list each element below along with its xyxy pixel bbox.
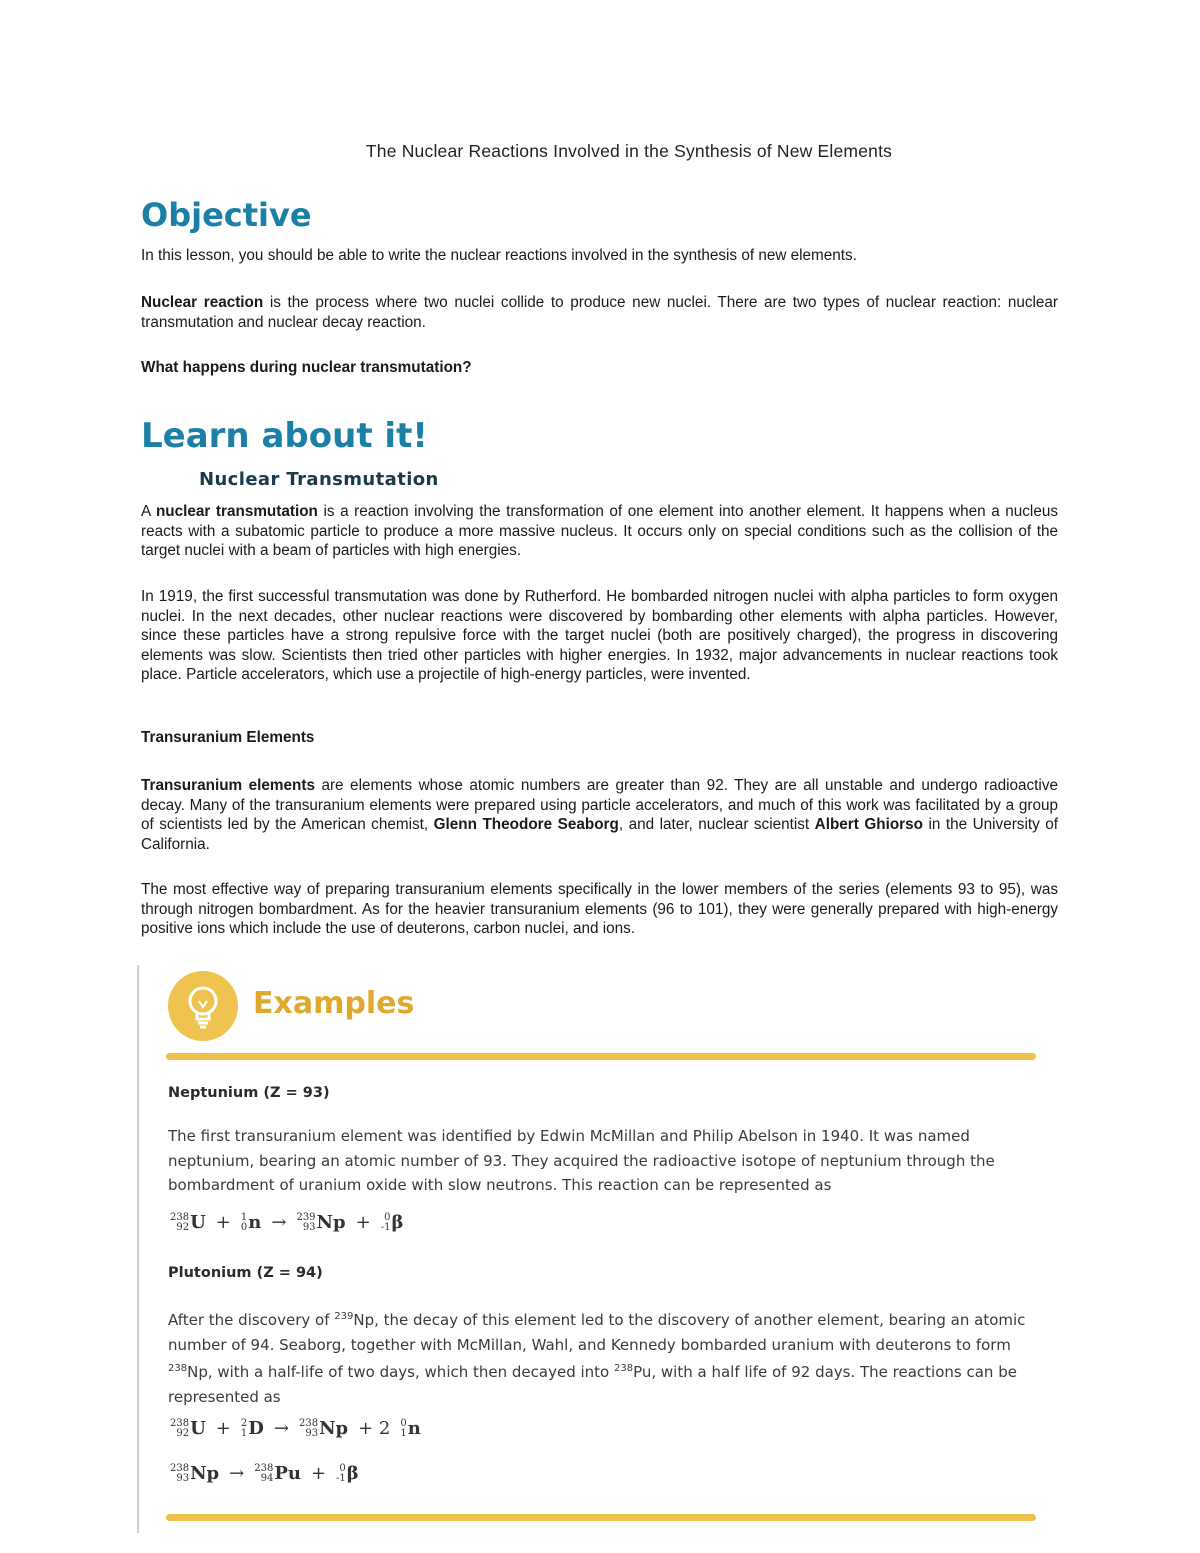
atomic-number: 93 — [302, 1221, 316, 1233]
element-symbol: U — [190, 1212, 206, 1233]
mass-number: 238 — [170, 1211, 190, 1223]
atomic-number: 0 — [240, 1221, 248, 1233]
pu-text-a: After the discovery of — [168, 1311, 335, 1329]
nuclide — [400, 1418, 420, 1439]
atomic-number: 92 — [176, 1427, 190, 1439]
mass-number: 0 — [339, 1462, 346, 1474]
equation-plutonium-2 — [170, 1463, 359, 1484]
atomic-number: 92 — [176, 1221, 190, 1233]
equation-operator: + — [215, 1212, 231, 1233]
nuclear-reaction-paragraph — [141, 293, 1058, 332]
nuclide — [170, 1463, 219, 1484]
plutonium-text — [168, 1305, 1028, 1409]
mass-number: 2 — [240, 1417, 248, 1429]
atomic-number: 94 — [260, 1472, 274, 1484]
element-symbol: U — [190, 1418, 206, 1439]
atomic-number: 1 — [400, 1427, 407, 1439]
equation-operator: → — [271, 1212, 287, 1233]
atomic-number: -1 — [336, 1472, 346, 1484]
atomic-number: -1 — [380, 1221, 391, 1233]
examples-bottom-bar — [166, 1514, 1036, 1521]
history-paragraph: In 1919, the first successful transmutation was done by Rutherford. He bombarded nitrogen nuclei with alpha particles to form oxygen nuclei. In the next decades, other nuclear reactions were discovered by bombarding other elements with alpha particles. However, since these particles have a strong repulsive force with the target nuclei (both are positively charged), the progress in discovering elements was slow. Scientists then tried other particles with higher energies. In 1932, major advancements in nuclear reactions took place. Particle accelerators, which use a projectile of high-energy particles, were invented. — [141, 588, 1058, 684]
objective-heading: Objective — [141, 196, 312, 234]
objective-intro: In this lesson, you should be able to write the nuclear reactions involved in the synthesis of new elements. — [141, 247, 857, 264]
pu-text-b: Np, the decay of this element led to the discovery of another element, bearing an atomic number of 94. Seaborg, together with McMillan, Wahl, and Kennedy bombarded uranium with deuterons to form — [168, 1311, 1026, 1354]
transuranium-heading: Transuranium Elements — [141, 729, 315, 746]
atomic-number: 93 — [176, 1472, 190, 1484]
mass-number: 238 — [170, 1417, 190, 1429]
transmutation-question: What happens during nuclear transmutation? — [141, 359, 472, 376]
nuclide — [336, 1463, 359, 1484]
nuclide — [241, 1212, 261, 1233]
element-symbol: n — [407, 1418, 421, 1439]
plutonium-heading: Plutonium (Z = 94) — [168, 1265, 323, 1281]
nuclide — [170, 1212, 206, 1233]
pu-text-d: Pu, with a half life of 92 days. The reactions can be represented as — [168, 1363, 1017, 1406]
examples-left-rule — [137, 965, 139, 1533]
preparation-paragraph: The most effective way of preparing transuranium elements specifically in the lower members of the series (elements 93 to 95), was through nitrogen bombardment. As for the heavier transuranium elements (96 to 101), they were generally prepared with high-energy positive ions which include the use of deuterons, carbon nuclei, and ions. — [141, 881, 1058, 938]
examples-heading: Examples — [253, 986, 415, 1021]
atomic-number: 93 — [305, 1427, 319, 1439]
equation-operator: + 2 — [358, 1418, 391, 1439]
element-symbol: D — [248, 1418, 264, 1439]
equation-operator: → — [229, 1463, 245, 1484]
p1-prefix: A — [141, 503, 156, 520]
nuclear-reaction-term: Nuclear reaction — [141, 294, 264, 311]
neptunium-text: The first transuranium element was identified by Edwin McMillan and Philip Abelson in 1940. It was named neptunium, bearing an atomic number of 93. They acquired the radioactive isotope of neptunium through the bombardment of uranium oxide with slow neutrons. This reaction can be represented as — [168, 1127, 995, 1194]
element-symbol: Pu — [274, 1463, 301, 1484]
lightbulb-icon — [168, 971, 238, 1041]
mass-number: 239 — [296, 1211, 316, 1223]
equation-operator: → — [273, 1418, 289, 1439]
p3-text-c: in the University of California. — [141, 816, 1058, 853]
element-symbol: Np — [316, 1212, 346, 1233]
pu-sup-3: 238 — [613, 1363, 634, 1374]
page-title: The Nuclear Reactions Involved in the Synthesis of New Elements — [365, 141, 893, 161]
element-symbol: n — [248, 1212, 262, 1233]
nuclide — [170, 1418, 206, 1439]
pu-text-c: Np, with a half-life of two days, which then decayed into — [187, 1363, 614, 1381]
nuclide — [254, 1463, 301, 1484]
neptunium-heading: Neptunium (Z = 93) — [168, 1085, 330, 1101]
equation-operator: + — [310, 1463, 327, 1484]
equation-neptunium — [170, 1212, 403, 1233]
pu-sup-1: 239 — [334, 1311, 354, 1322]
element-symbol: β — [346, 1463, 359, 1484]
nuclide — [299, 1418, 348, 1439]
atomic-number: 1 — [240, 1427, 248, 1439]
mass-number: 0 — [384, 1211, 391, 1223]
mass-number: 238 — [170, 1462, 190, 1474]
p3-text-b: , and later, nuclear scientist — [618, 816, 815, 834]
nuclear-reaction-text: is the process where two nuclei collide to produce new nuclei. There are two types of nuclear reaction: nuclear transmutation and nuclear decay reaction. — [141, 294, 1058, 331]
mass-number: 238 — [298, 1417, 319, 1429]
nuclide — [296, 1212, 345, 1233]
nuclide — [241, 1418, 264, 1439]
transmutation-term: nuclear transmutation — [155, 503, 318, 520]
nuclear-transmutation-subheading: Nuclear Transmutation — [199, 469, 439, 490]
seaborg-name: Glenn Theodore Seaborg — [433, 816, 619, 834]
mass-number: 238 — [254, 1462, 274, 1474]
p3-text-a: are elements whose atomic numbers are greater than 92. They are all unstable and undergo radioactive decay. Many of the transuranium elements were prepared using particle accelerators, and much of this work was facilitated by a group of scientists led by the American chemist, — [141, 777, 1058, 834]
mass-number: 0 — [400, 1417, 407, 1429]
p1-text: is a reaction involving the transformation of one element into another element. It happens when a nucleus reacts with a subatomic particle to produce a more massive nucleus. It occurs only on special conditions such as the collision of the target nuclei with a beam of particles with high energies. — [141, 503, 1058, 560]
nuclide — [381, 1212, 404, 1233]
equation-operator: + — [215, 1418, 231, 1439]
learn-heading: Learn about it! — [141, 416, 428, 456]
ghiorso-name: Albert Ghiorso — [814, 816, 923, 834]
element-symbol: β — [391, 1212, 404, 1233]
equation-operator: + — [355, 1212, 371, 1233]
transuranium-paragraph — [141, 776, 1058, 854]
transuranium-term: Transuranium elements — [141, 777, 315, 794]
transmutation-definition — [141, 502, 1058, 561]
mass-number: 1 — [240, 1211, 248, 1223]
element-symbol: Np — [319, 1418, 349, 1439]
equation-plutonium-1 — [170, 1418, 421, 1439]
pu-sup-2: 238 — [168, 1363, 188, 1374]
examples-top-bar — [166, 1053, 1036, 1060]
element-symbol: Np — [190, 1463, 220, 1484]
